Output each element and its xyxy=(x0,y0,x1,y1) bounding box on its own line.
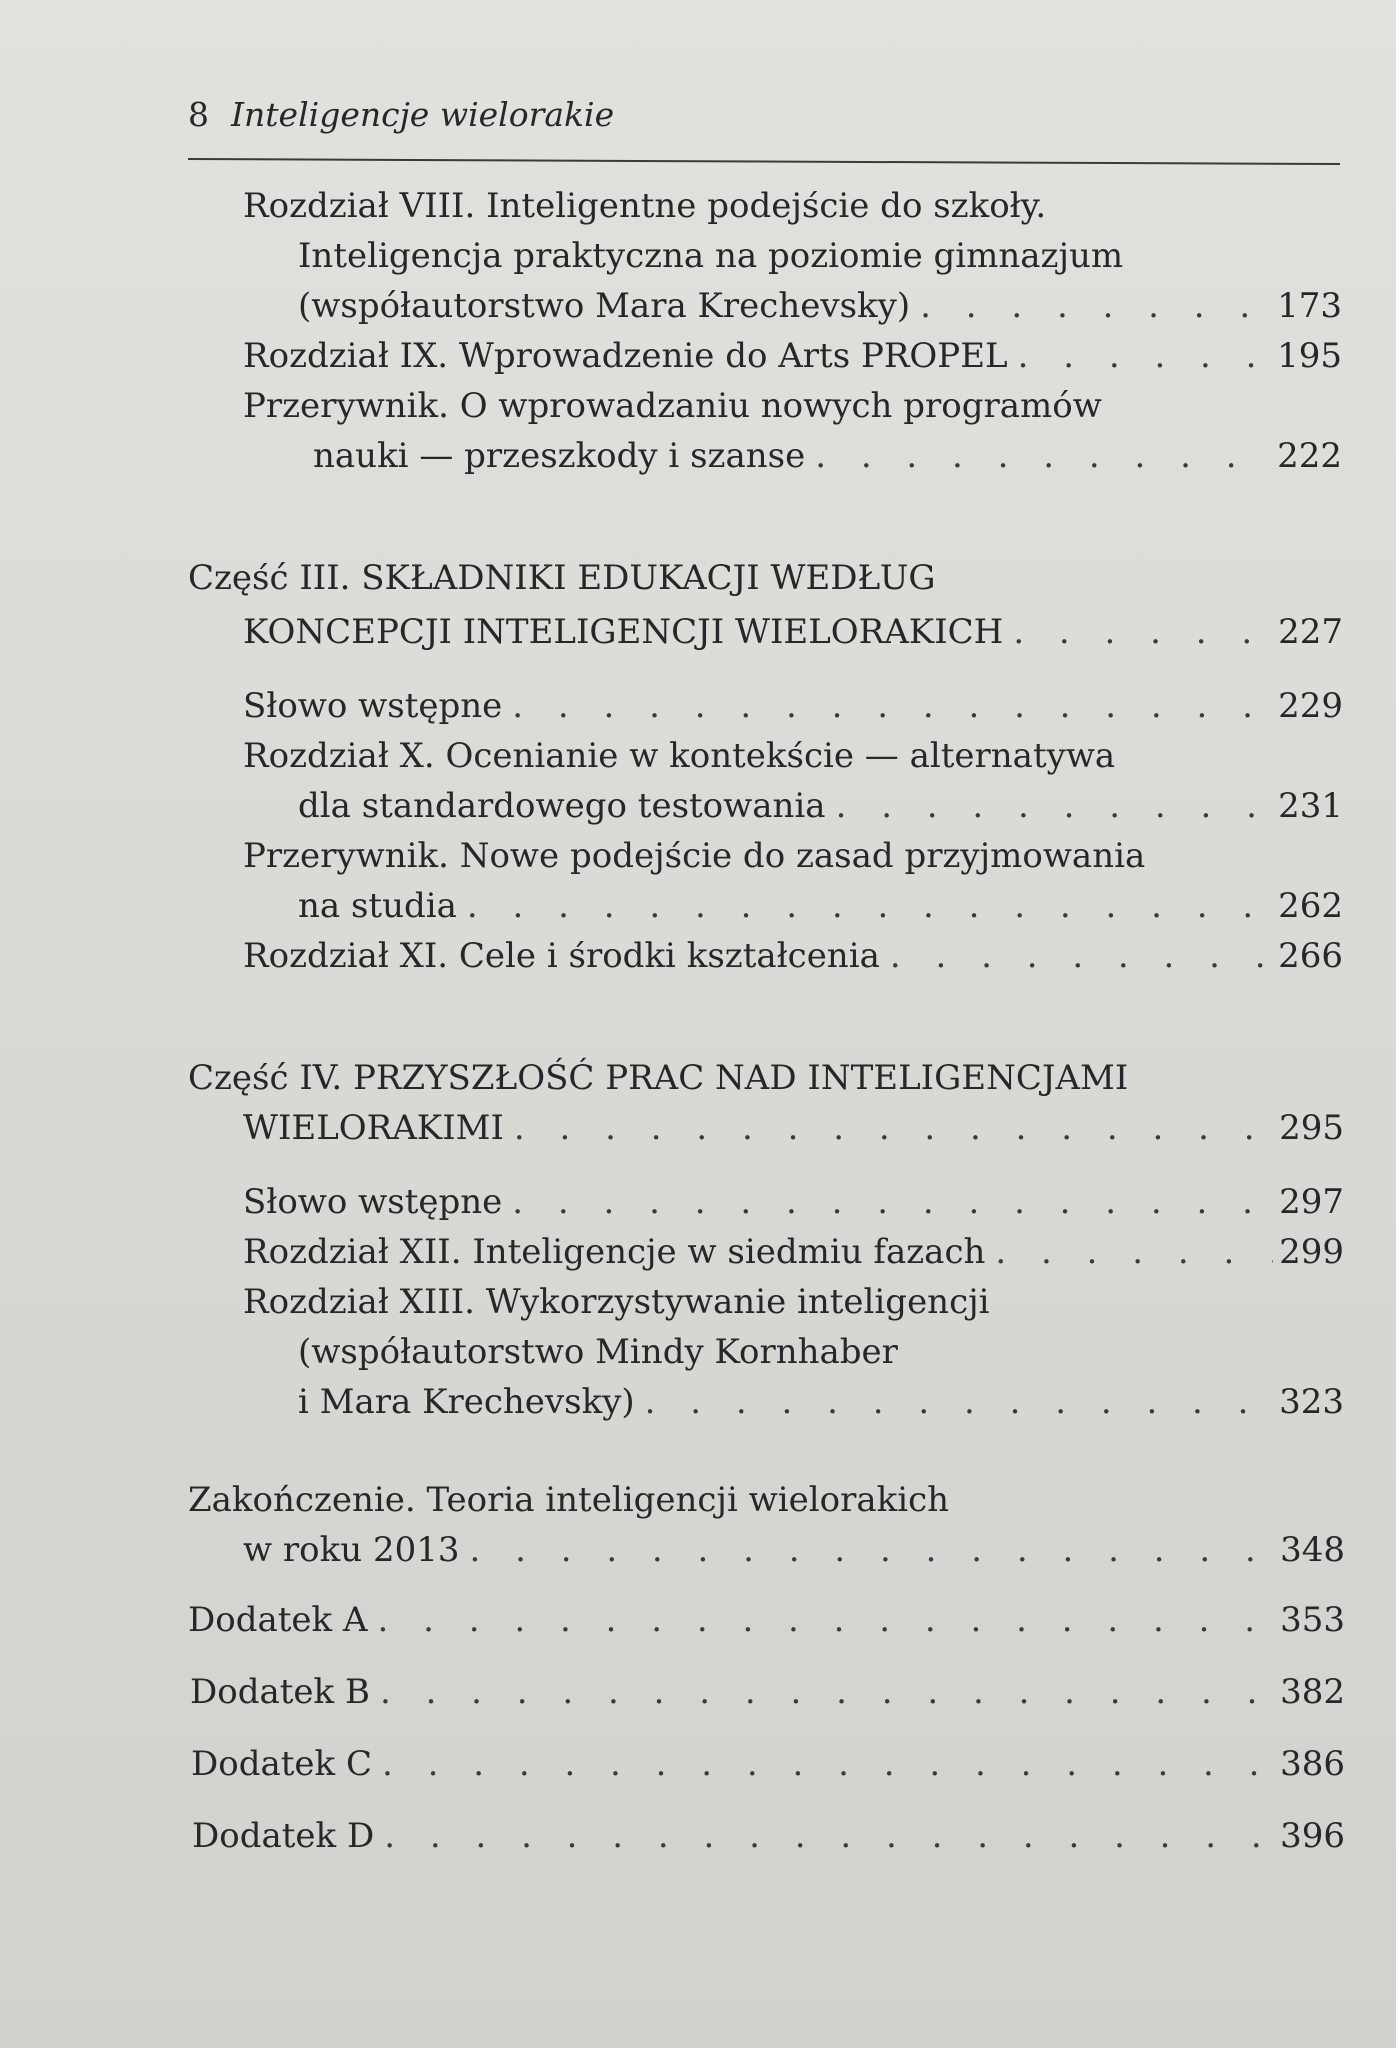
toc-conclusion xyxy=(243,1528,1345,1572)
leader-dots xyxy=(382,1742,1274,1786)
toc-appendix-a xyxy=(188,1598,1345,1642)
toc-entry-r10-line2: dla standardowego testowania xyxy=(298,786,826,826)
toc-entry-r11 xyxy=(243,934,1343,978)
toc-entry-r12 xyxy=(243,1230,1344,1274)
toc-page-number: 173 xyxy=(1277,286,1342,326)
toc-entry-prz2-line1: Przerywnik. Nowe podejście do zasad przyjmowania xyxy=(243,836,1146,876)
toc-entry-prz1 xyxy=(313,434,1342,478)
toc-entry-r9 xyxy=(243,334,1342,378)
toc-page-number: 266 xyxy=(1278,936,1343,976)
toc-page-number: 222 xyxy=(1277,436,1342,476)
header-rule xyxy=(188,158,1340,165)
leader-dots xyxy=(512,684,1272,728)
leader-dots xyxy=(645,1380,1273,1424)
leader-dots xyxy=(890,934,1272,978)
toc-entry-r8-line3: (współautorstwo Mara Krechevsky) xyxy=(298,286,911,326)
toc-page-number: 262 xyxy=(1278,886,1343,926)
toc-entry-title: Rozdział IX. Wprowadzenie do Arts PROPEL xyxy=(243,336,1008,376)
leader-dots xyxy=(815,434,1271,478)
leader-dots xyxy=(920,284,1271,328)
toc-appendix-b xyxy=(190,1670,1345,1714)
toc-page-number: 231 xyxy=(1278,786,1343,826)
leader-dots xyxy=(384,1814,1274,1858)
toc-part4-line2: WIELORAKIMI xyxy=(243,1108,504,1148)
leader-dots xyxy=(512,1180,1273,1224)
toc-part3-line1: Część III. SKŁADNIKI EDUKACJI WEDŁUG xyxy=(188,558,936,598)
toc-entry-r13 xyxy=(298,1380,1344,1424)
toc-entry-foreword4 xyxy=(243,1180,1344,1224)
running-header xyxy=(188,95,614,134)
toc-entry-r10 xyxy=(298,784,1343,828)
toc-part4-line1: Część IV. PRZYSZŁOŚĆ PRAC NAD INTELIGENCJAMI xyxy=(188,1058,1129,1098)
toc-entry-r13-line1: Rozdział XIII. Wykorzystywanie inteligencji xyxy=(243,1282,990,1322)
toc-page-number: 323 xyxy=(1279,1382,1344,1422)
leader-dots xyxy=(995,1230,1273,1274)
toc-entry-prz2 xyxy=(298,884,1343,928)
toc-entry-r8-line1: Rozdział VIII. Inteligentne podejście do szkoły. xyxy=(243,186,1047,226)
toc-conclusion-line1: Zakończenie. Teoria inteligencji wielorakich xyxy=(188,1480,950,1520)
toc-page-number: 348 xyxy=(1280,1530,1345,1570)
toc-part3-line2: KONCEPCJI INTELIGENCJI WIELORAKICH xyxy=(243,612,1004,652)
toc-entry-r10-line1: Rozdział X. Ocenianie w kontekście — alternatywa xyxy=(243,736,1116,776)
leader-dots xyxy=(1018,334,1272,378)
page-number: 8 xyxy=(188,95,209,134)
toc-page-number: 227 xyxy=(1278,612,1343,652)
toc-page-number: 382 xyxy=(1280,1672,1345,1712)
toc-page-number: 297 xyxy=(1279,1182,1344,1222)
leader-dots xyxy=(469,1528,1274,1572)
toc-appendix-c xyxy=(191,1742,1345,1786)
toc-entry-prz1-line1: Przerywnik. O wprowadzaniu nowych programów xyxy=(243,386,1102,426)
toc-entry-r8 xyxy=(298,284,1342,328)
toc-conclusion-line2: w roku 2013 xyxy=(243,1530,460,1570)
toc-page-number: 295 xyxy=(1279,1108,1344,1148)
leader-dots xyxy=(467,884,1272,928)
toc-entry-foreword3 xyxy=(243,684,1343,728)
toc-entry-r8-line2: Inteligencja praktyczna na poziomie gimnazjum xyxy=(298,236,1124,276)
toc-page-number: 353 xyxy=(1280,1600,1345,1640)
toc-page-number: 396 xyxy=(1280,1816,1345,1856)
leader-dots xyxy=(836,784,1273,828)
toc-entry-title: Dodatek D xyxy=(192,1816,375,1856)
leader-dots xyxy=(380,1670,1274,1714)
running-title: Inteligencje wielorakie xyxy=(231,95,615,134)
toc-entry-title: Słowo wstępne xyxy=(243,1182,503,1222)
toc-entry-title: Dodatek C xyxy=(191,1744,372,1784)
leader-dots xyxy=(514,1106,1273,1150)
toc-entry-prz2-line2: na studia xyxy=(298,886,457,926)
toc-page-number: 386 xyxy=(1280,1744,1345,1784)
toc-part4 xyxy=(243,1106,1344,1150)
toc-entry-r13-line2: (współautorstwo Mindy Kornhaber xyxy=(298,1332,898,1372)
toc-entry-prz1-line2: nauki — przeszkody i szanse xyxy=(313,436,806,476)
toc-entry-title: Słowo wstępne xyxy=(243,686,503,726)
toc-entry-r13-line3: i Mara Krechevsky) xyxy=(298,1382,635,1422)
toc-part3 xyxy=(243,610,1343,654)
toc-page-number: 299 xyxy=(1279,1232,1344,1272)
toc-entry-title: Rozdział XII. Inteligencje w siedmiu fazach xyxy=(243,1232,986,1272)
toc-page-number: 229 xyxy=(1278,686,1343,726)
toc-page-number: 195 xyxy=(1277,336,1342,376)
toc-appendix-d xyxy=(192,1814,1345,1858)
toc-entry-title: Rozdział XI. Cele i środki kształcenia xyxy=(243,936,880,976)
toc-entry-title: Dodatek A xyxy=(188,1600,368,1640)
leader-dots xyxy=(1013,610,1272,654)
toc-entry-title: Dodatek B xyxy=(190,1672,370,1712)
leader-dots xyxy=(378,1598,1275,1642)
